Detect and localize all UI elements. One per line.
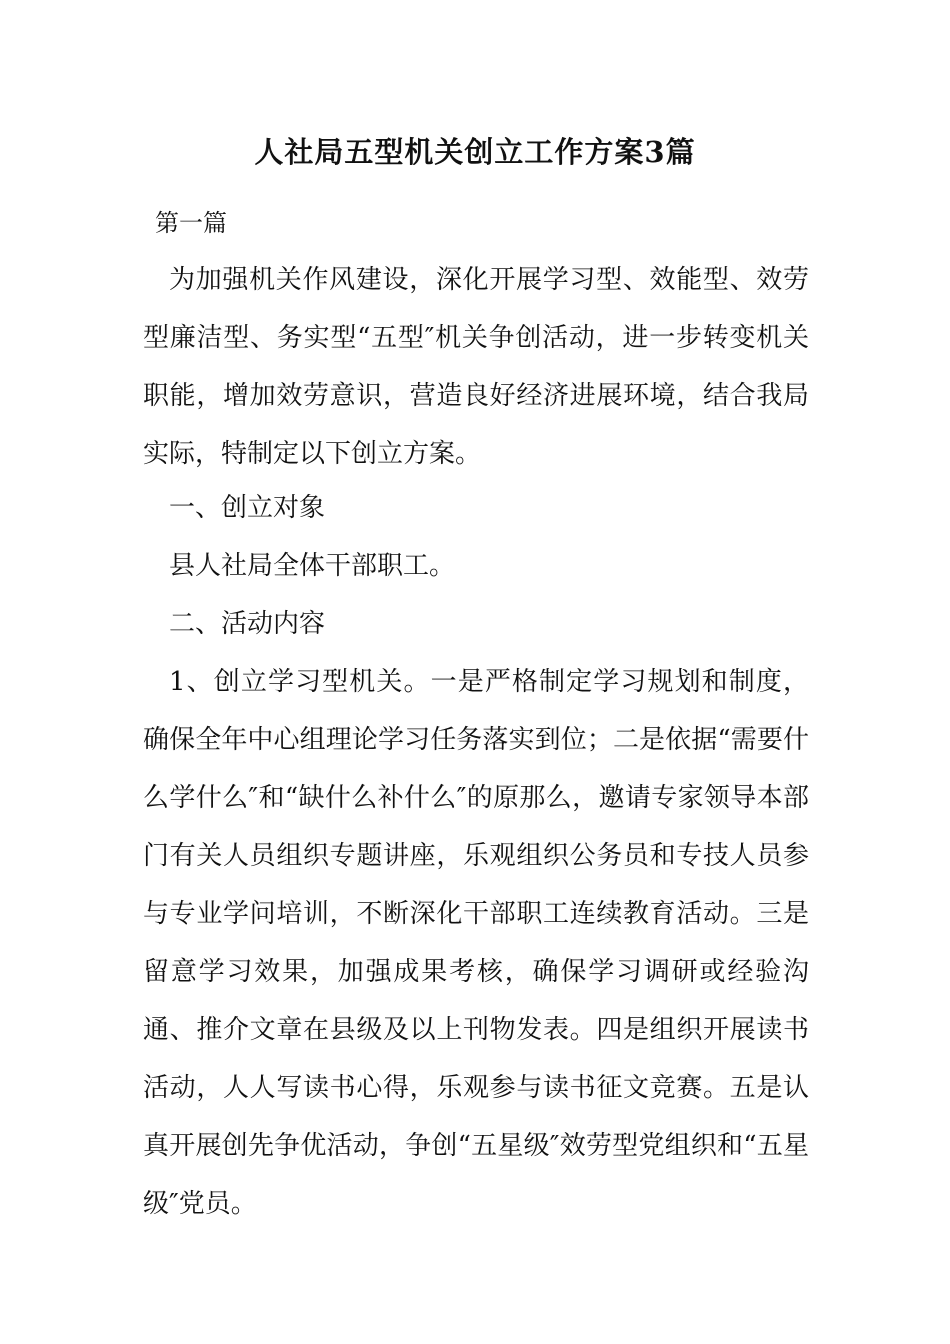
paragraph-target: 县人社局全体干部职工。 [169, 551, 456, 581]
section-label: 第一篇 [155, 209, 227, 237]
paragraph-intro: 为加强机关作风建设，深化开展学习型、效能型、效劳型廉洁型、务实型“五型″机关争创活动，进一步转变机关职能，增加效劳意识，营造良好经济进展环境，结合我局实际，特制定以下创立方案。 [143, 265, 809, 469]
heading-content: 二、活动内容 [169, 609, 326, 639]
document-title: 人社局五型机关创立工作方案3篇 [254, 135, 696, 169]
paragraph-learning-organ: 1、创立学习型机关。一是严格制定学习规划和制度，确保全年中心组理论学习任务落实到位；二是依据“需要什么学什么″和“缺什么补什么″的原那么，邀请专家领导本部门有关人员组织专题讲座，乐观组织公务员和专技人员参与专业学问培训，不断深化干部职工连续教育活动。三是留意学习效果，加强成果考核，确保学习调研或经验沟通、推介文章在县级及以上刊物发表。四是组织开展读书活动，人人写读书心得，乐观参与读书征文竞赛。五是认真开展创先争优活动，争创“五星级″效劳型党组织和“五星级″党员。 [143, 667, 809, 1219]
heading-target: 一、创立对象 [169, 493, 326, 523]
